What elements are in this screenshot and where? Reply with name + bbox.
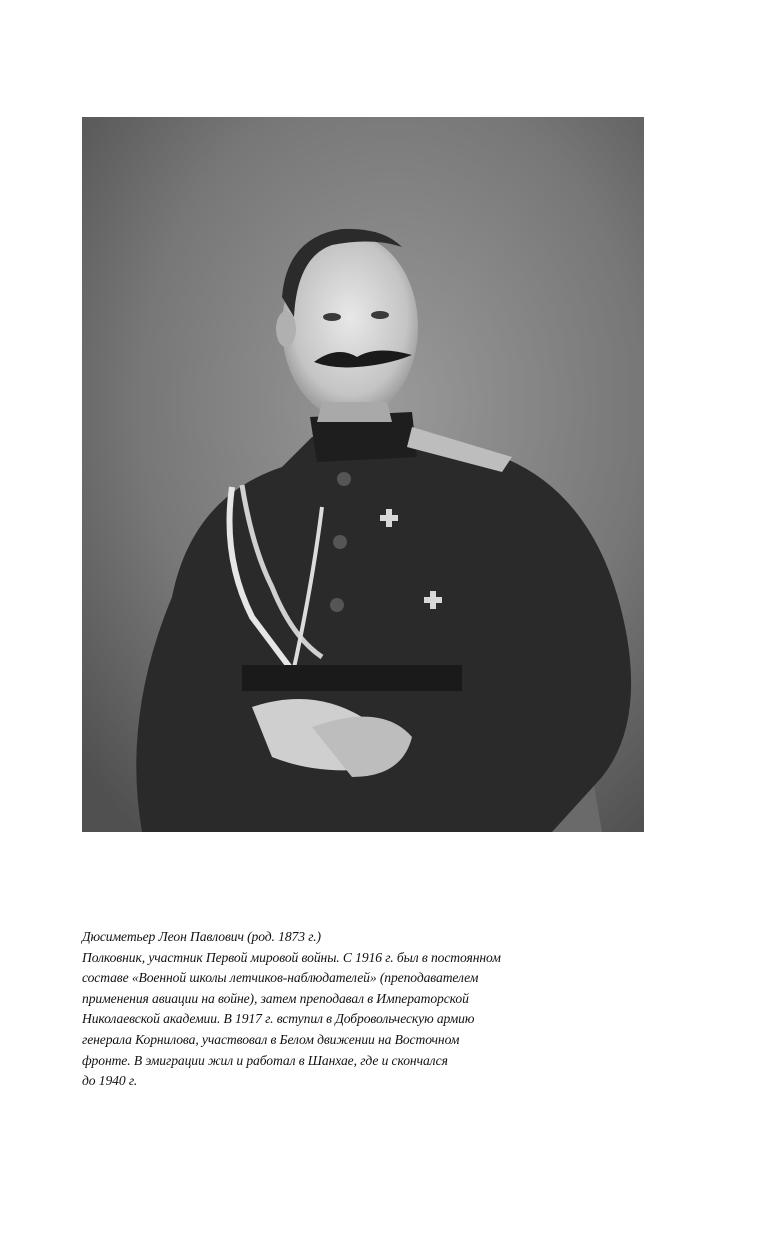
caption-line: Полковник, участник Первой мировой войны. С 1916 г. был в постоянном (82, 949, 501, 965)
caption-line: составе «Военной школы летчиков-наблюдателей» (преподавателем (82, 970, 479, 986)
portrait-illustration (82, 117, 644, 832)
caption-line: Николаевской академии. В 1917 г. вступил в Добровольческую армию (82, 1011, 475, 1027)
caption-line: до 1940 г. (82, 1073, 138, 1089)
caption-title: Дюсиметьер Леон Павлович (род. 1873 г.) (82, 929, 321, 944)
caption-line: фронте. В эмиграции жил и работал в Шанхае, где и скончался (82, 1052, 448, 1068)
caption-line: генерала Корнилова, участвовал в Белом движении на Восточном (82, 1031, 460, 1047)
portrait-photo (82, 117, 644, 832)
caption-line: применения авиации на войне), затем преподавал в Императорской (82, 990, 469, 1006)
photo-caption (82, 927, 652, 1092)
